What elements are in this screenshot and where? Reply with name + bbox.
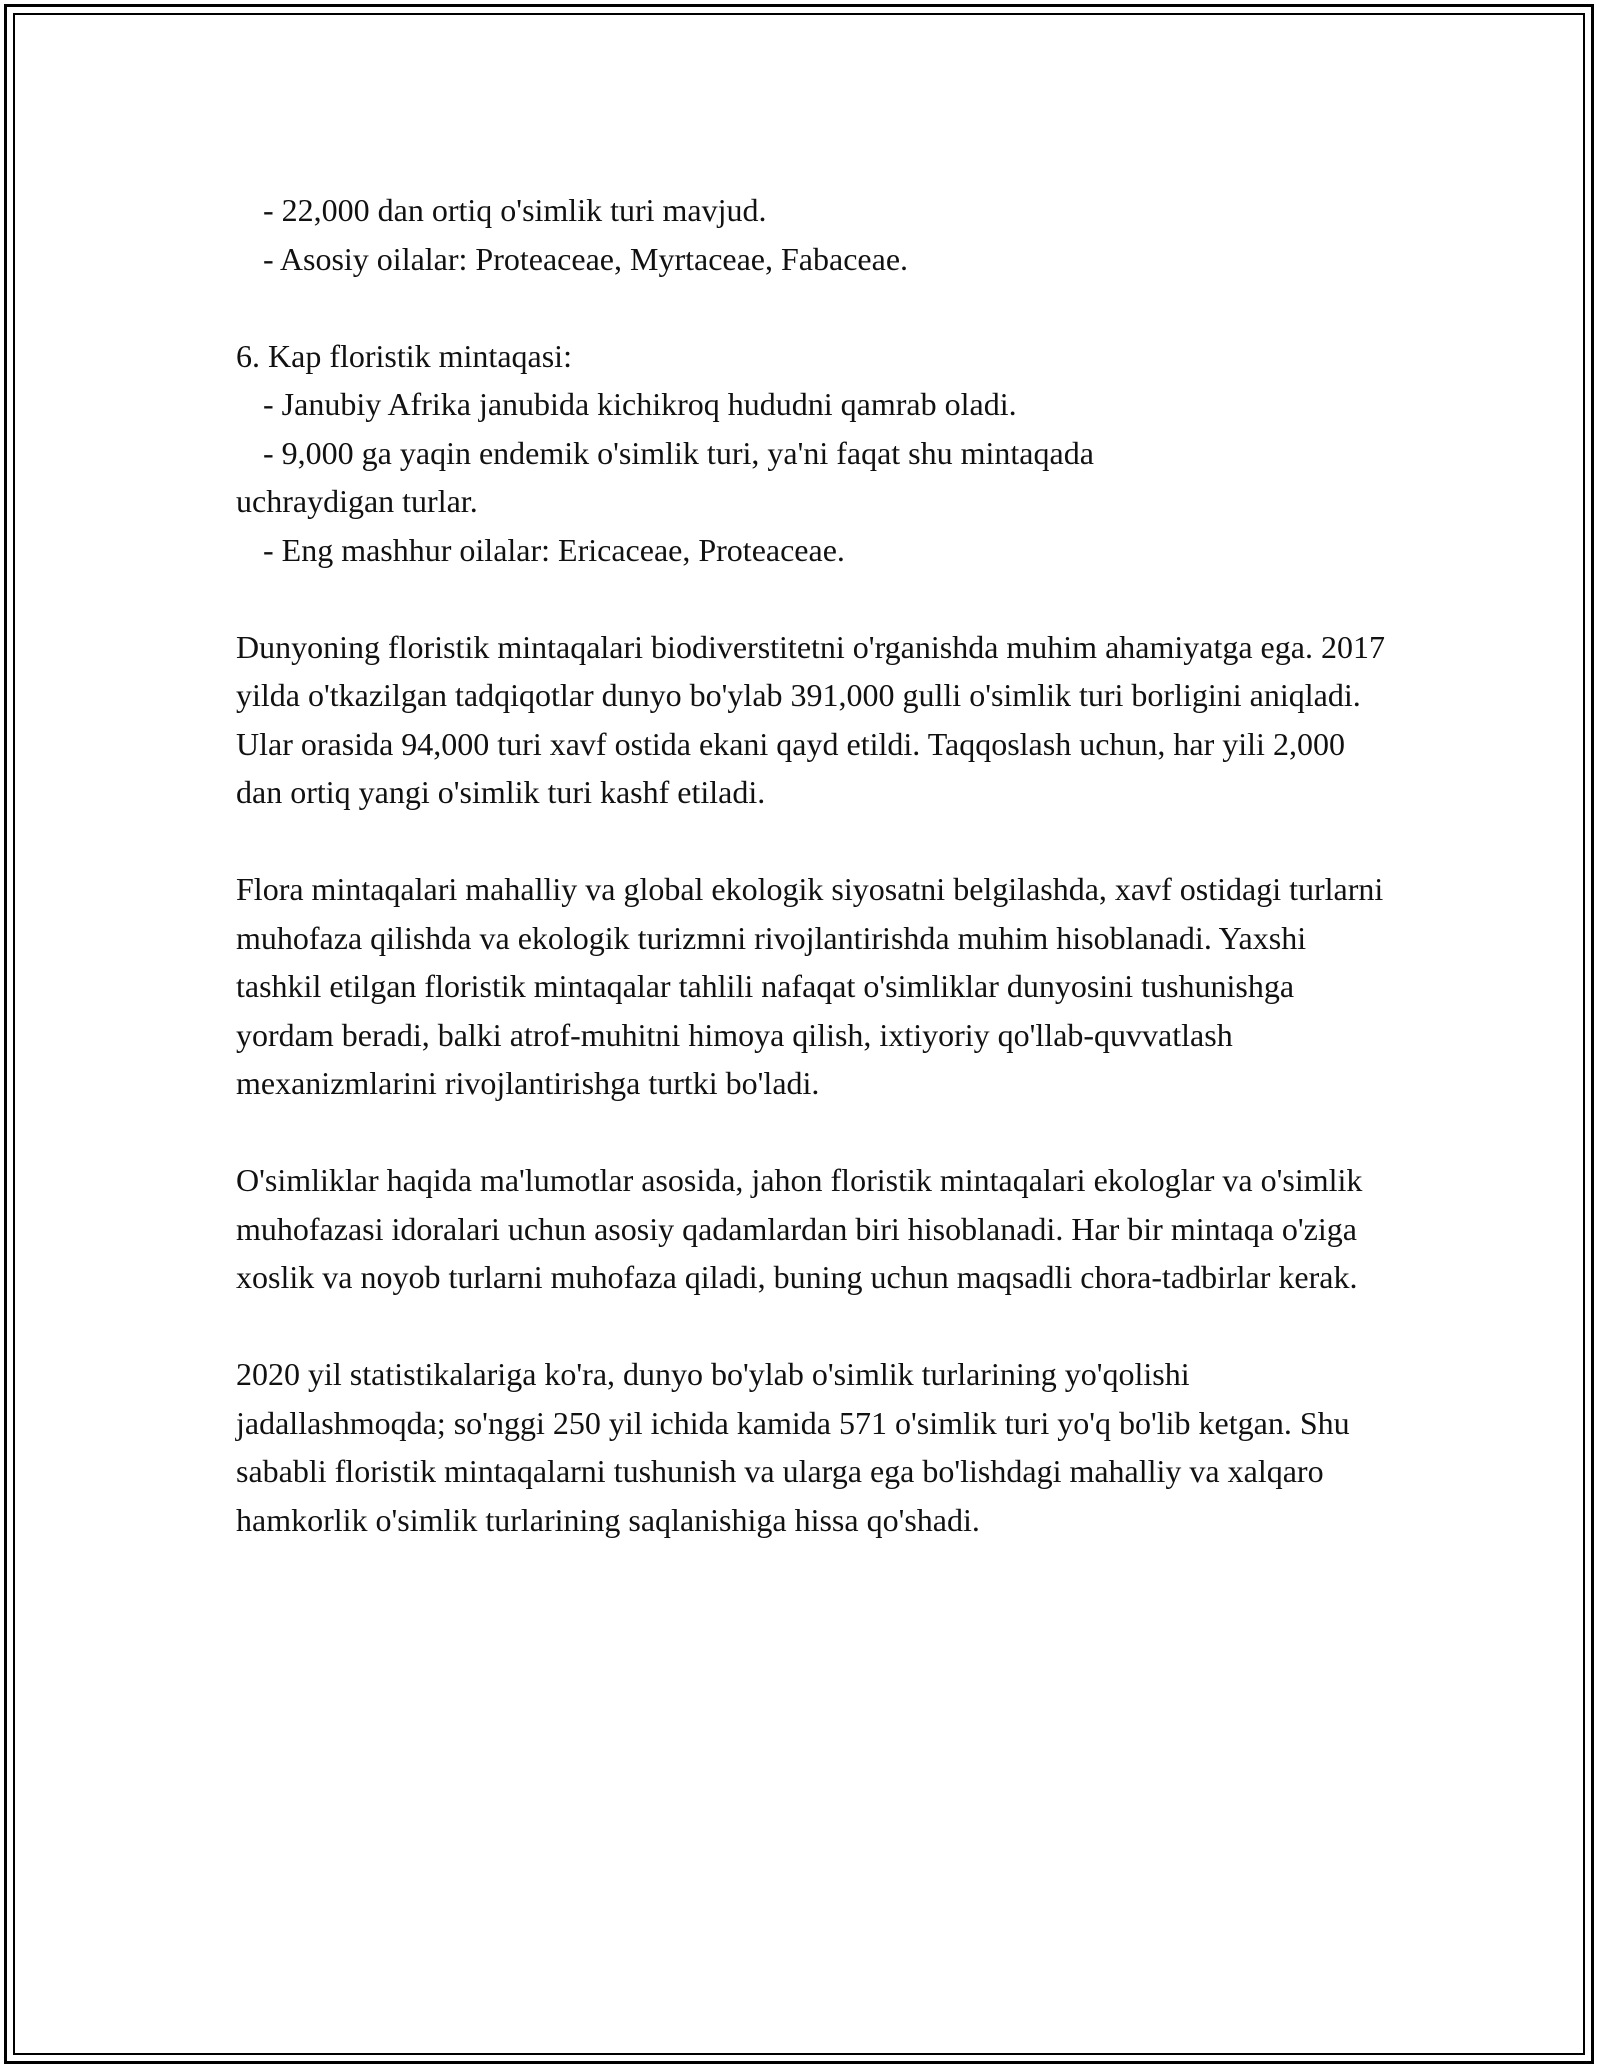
document-body bbox=[236, 186, 1386, 1544]
paragraph-gap bbox=[236, 1302, 1386, 1351]
paragraph-gap bbox=[236, 817, 1386, 866]
paragraph-gap bbox=[236, 574, 1386, 623]
list-item: - 9,000 ga yaqin endemik o'simlik turi, ya'ni faqat shu mintaqada bbox=[263, 434, 1094, 471]
body-paragraph: 2020 yil statistikalariga ko'ra, dunyo bo'ylab o'simlik turlarining yo'qolishi jadallashmoqda; so'nggi 250 yil ichida kamida 571 o'simlik turi yo'q bo'lib ketgan. Shu sababli floristik mintaqalarni tushunish va ularga ega bo'lishdagi mahalliy va xalqaro hamkorlik o'simlik turlarining saqlanishiga hissa qo'shadi. bbox=[236, 1356, 1350, 1538]
list-item: - Asosiy oilalar: Proteaceae, Myrtaceae, Fabaceae. bbox=[263, 240, 909, 277]
paragraph-gap bbox=[236, 283, 1386, 332]
list-item: - 22,000 dan ortiq o'simlik turi mavjud. bbox=[263, 192, 767, 228]
list-item: - Eng mashhur oilalar: Ericaceae, Proteaceae. bbox=[263, 531, 845, 568]
body-paragraph: O'simliklar haqida ma'lumotlar asosida, jahon floristik mintaqalari ekologlar va o'simlik muhofazasi idoralari uchun asosiy qadamlardan biri hisoblanadi. Har bir mintaqa o'ziga xoslik va noyob turlarni muhofaza qiladi, buning uchun maqsadli chora-tadbirlar kerak. bbox=[236, 1162, 1363, 1295]
section-heading: 6. Kap floristik mintaqasi: bbox=[236, 337, 572, 374]
body-paragraph: Dunyoning floristik mintaqalari biodiverstitetni o'rganishda muhim ahamiyatga ega. 2017 yilda o'tkazilgan tadqiqotlar dunyo bo'ylab 391,000 gulli o'simlik turi borligini aniqladi. Ular orasida 94,000 turi xavf ostida ekani qayd etildi. Taqqoslash uchun, har yili 2,000 dan ortiq yangi o'simlik turi kashf etiladi. bbox=[236, 628, 1385, 810]
list-item: - Janubiy Afrika janubida kichikroq hududni qamrab oladi. bbox=[263, 386, 1017, 422]
paragraph-gap bbox=[236, 1108, 1386, 1157]
body-paragraph: Flora mintaqalari mahalliy va global ekologik siyosatni belgilashda, xavf ostidagi turlarni muhofaza qilishda va ekologik turizmni rivojlantirishda muhim hisoblanadi. Yaxshi tashkil etilgan floristik mintaqalar tahlili nafaqat o'simliklar dunyosini tushunishga yordam beradi, balki atrof-muhitni himoya qilish, ixtiyoriy qo'llab-quvvatlash mexanizmlarini rivojlantirishga turtki bo'ladi. bbox=[236, 871, 1384, 1101]
list-item-continuation: uchraydigan turlar. bbox=[236, 483, 478, 519]
